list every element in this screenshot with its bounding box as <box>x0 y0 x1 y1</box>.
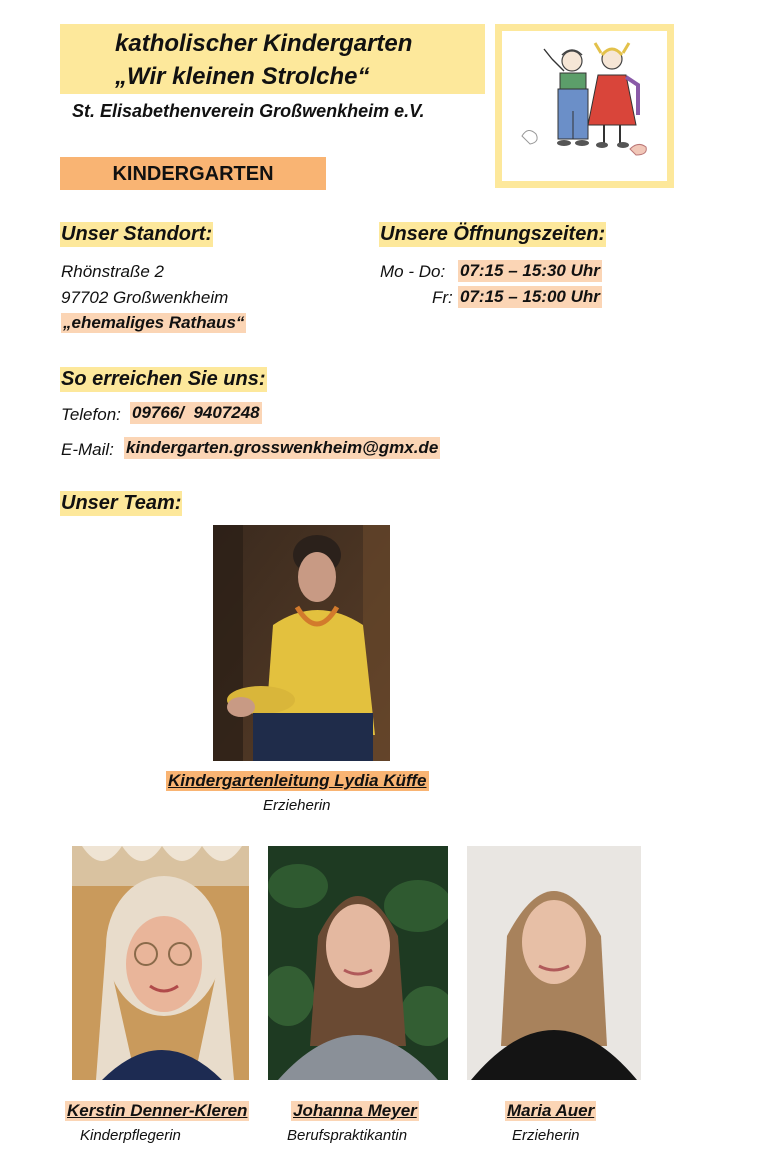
contact-heading: So erreichen Sie uns: <box>61 368 266 390</box>
location-street: Rhönstraße 2 <box>61 262 164 281</box>
member-role-3: Erzieherin <box>512 1127 580 1144</box>
location-city: 97702 Großwenkheim <box>61 288 229 307</box>
email-link[interactable]: kindergarten.grosswenkheim@gmx.de <box>126 438 439 457</box>
member-photo-2 <box>268 846 448 1080</box>
email-label: E-Mail: <box>61 440 114 459</box>
member-role-2: Berufspraktikantin <box>287 1127 408 1144</box>
member-photo-1 <box>72 846 249 1080</box>
leader-name: Kindergartenleitung Lydia Küffe <box>168 771 427 790</box>
member-name-2: Johanna Meyer <box>293 1101 417 1120</box>
location-note: „ehemaliges Rathaus“ <box>63 313 245 332</box>
hours-time-1: 07:15 – 15:30 Uhr <box>460 261 600 280</box>
section-title: KINDERGARTEN <box>60 157 326 190</box>
logo-frame <box>495 24 674 188</box>
leader-photo <box>213 525 390 761</box>
member-name-3: Maria Auer <box>507 1101 595 1120</box>
hours-days-1: Mo - Do: <box>380 262 446 281</box>
member-photo-3 <box>467 846 641 1080</box>
hours-days-2: Fr: <box>432 288 453 307</box>
title-line-2: „Wir kleinen Strolche“ <box>115 63 370 90</box>
member-role-1: Kinderpflegerin <box>80 1127 181 1144</box>
hours-heading: Unsere Öffnungszeiten: <box>380 223 606 245</box>
team-heading: Unser Team: <box>61 492 182 514</box>
leader-role: Erzieherin <box>263 797 331 814</box>
subtitle: St. Elisabethenverein Großwenkheim e.V. <box>72 101 425 121</box>
phone-number[interactable]: 09766/ 9407248 <box>132 403 260 422</box>
phone-label: Telefon: <box>61 405 121 424</box>
location-heading: Unser Standort: <box>61 223 213 245</box>
hours-time-2: 07:15 – 15:00 Uhr <box>460 287 600 306</box>
member-name-1: Kerstin Denner-Kleren <box>67 1101 248 1120</box>
title-line-1: katholischer Kindergarten <box>115 30 413 57</box>
children-drawing-logo <box>502 31 667 181</box>
